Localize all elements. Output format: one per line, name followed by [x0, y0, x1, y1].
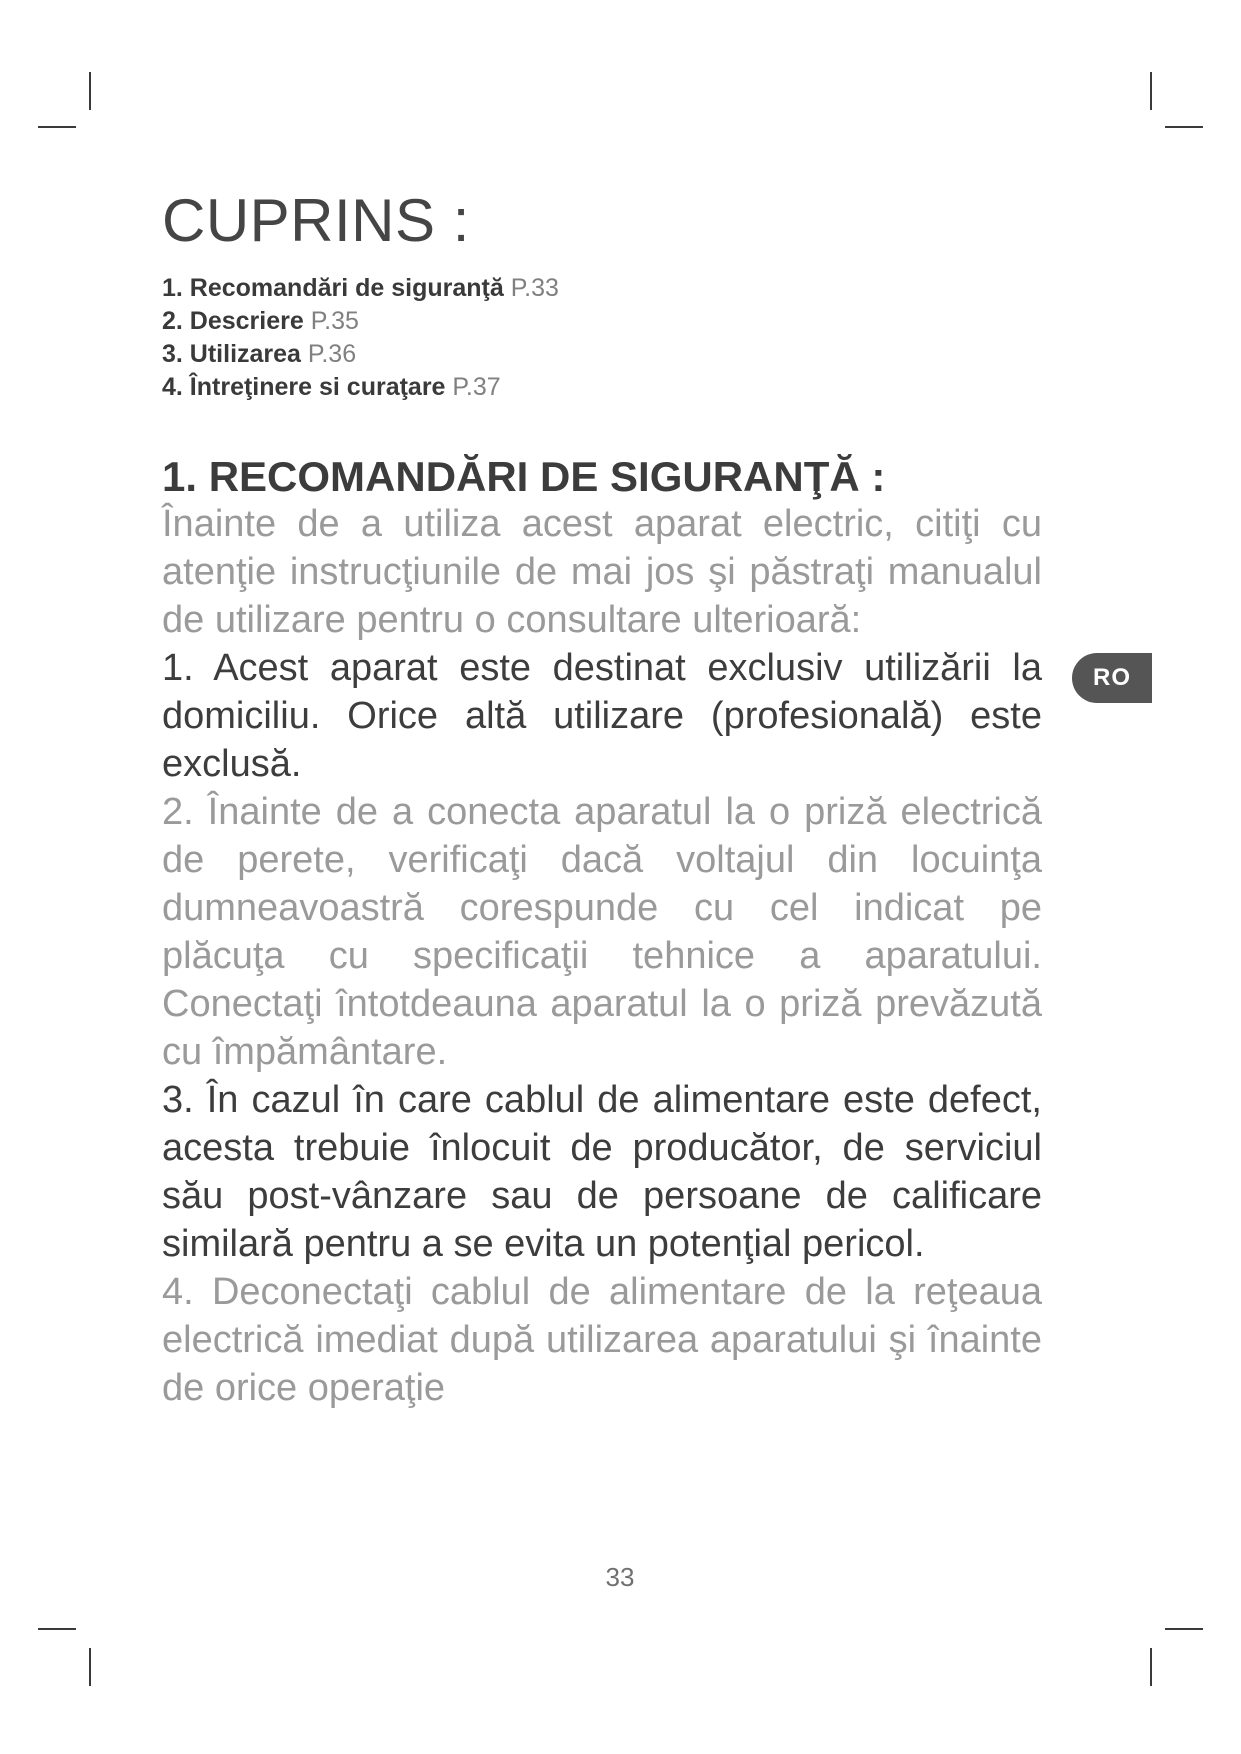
language-tab: RO	[1072, 653, 1152, 703]
intro-paragraph: Înainte de a utiliza acest aparat electric, citiţi cu atenţie instrucţiunile de mai jos şi păstraţi manualul de utilizare pentru o consultare ulterioară:	[162, 503, 1042, 641]
recommendation-paragraph: 2. Înainte de a conecta aparatul la o priză electrică de perete, verificaţi dacă voltajul din locuinţa dumneavoastră corespunde cu cel indicat pe plăcuţa cu specificaţii tehnice a aparatului. Conectaţi întotdeauna aparatul la o priză prevăzută cu împământare.	[162, 791, 1042, 1073]
toc-item	[162, 338, 559, 371]
crop-mark	[89, 72, 91, 110]
toc-item-page: P.36	[307, 340, 357, 368]
table-of-contents	[162, 272, 559, 404]
crop-mark	[89, 1648, 91, 1686]
crop-mark	[1165, 1628, 1203, 1630]
crop-mark	[1165, 126, 1203, 128]
section-heading: 1. RECOMANDĂRI DE SIGURANŢĂ :	[162, 453, 886, 500]
toc-item	[162, 305, 559, 338]
recommendation-paragraph: 1. Acest aparat este destinat exclusiv utilizării la domiciliu. Orice altă utilizare (profesională) este exclusă.	[162, 647, 1042, 785]
toc-item-page: P.37	[452, 373, 501, 401]
toc-item	[162, 371, 559, 404]
toc-item-label: 1. Recomandări de siguranţă	[162, 274, 504, 302]
section-body	[162, 500, 1042, 1412]
toc-item-page: P.33	[510, 274, 559, 302]
crop-mark	[1150, 72, 1152, 110]
crop-mark	[38, 126, 76, 128]
crop-mark	[38, 1628, 76, 1630]
toc-item-label: 4. Întreţinere si curaţare	[162, 373, 446, 401]
recommendation-paragraph: 4. Deconectaţi cablul de alimentare de la reţeaua electrică imediat după utilizarea aparatului şi înainte de orice operaţie	[162, 1271, 1042, 1409]
toc-item-page: P.35	[310, 307, 359, 335]
toc-item-label: 2. Descriere	[162, 307, 304, 335]
page-number: 33	[605, 1562, 635, 1592]
recommendation-paragraph: 3. În cazul în care cablul de alimentare este defect, acesta trebuie înlocuit de producător, de serviciul său post-vânzare sau de persoane de calificare similară pentru a se evita un potenţial pericol.	[162, 1079, 1042, 1265]
toc-item-label: 3. Utilizarea	[162, 340, 301, 368]
toc-item	[162, 272, 559, 305]
crop-mark	[1150, 1648, 1152, 1686]
page-title: CUPRINS :	[162, 187, 470, 254]
